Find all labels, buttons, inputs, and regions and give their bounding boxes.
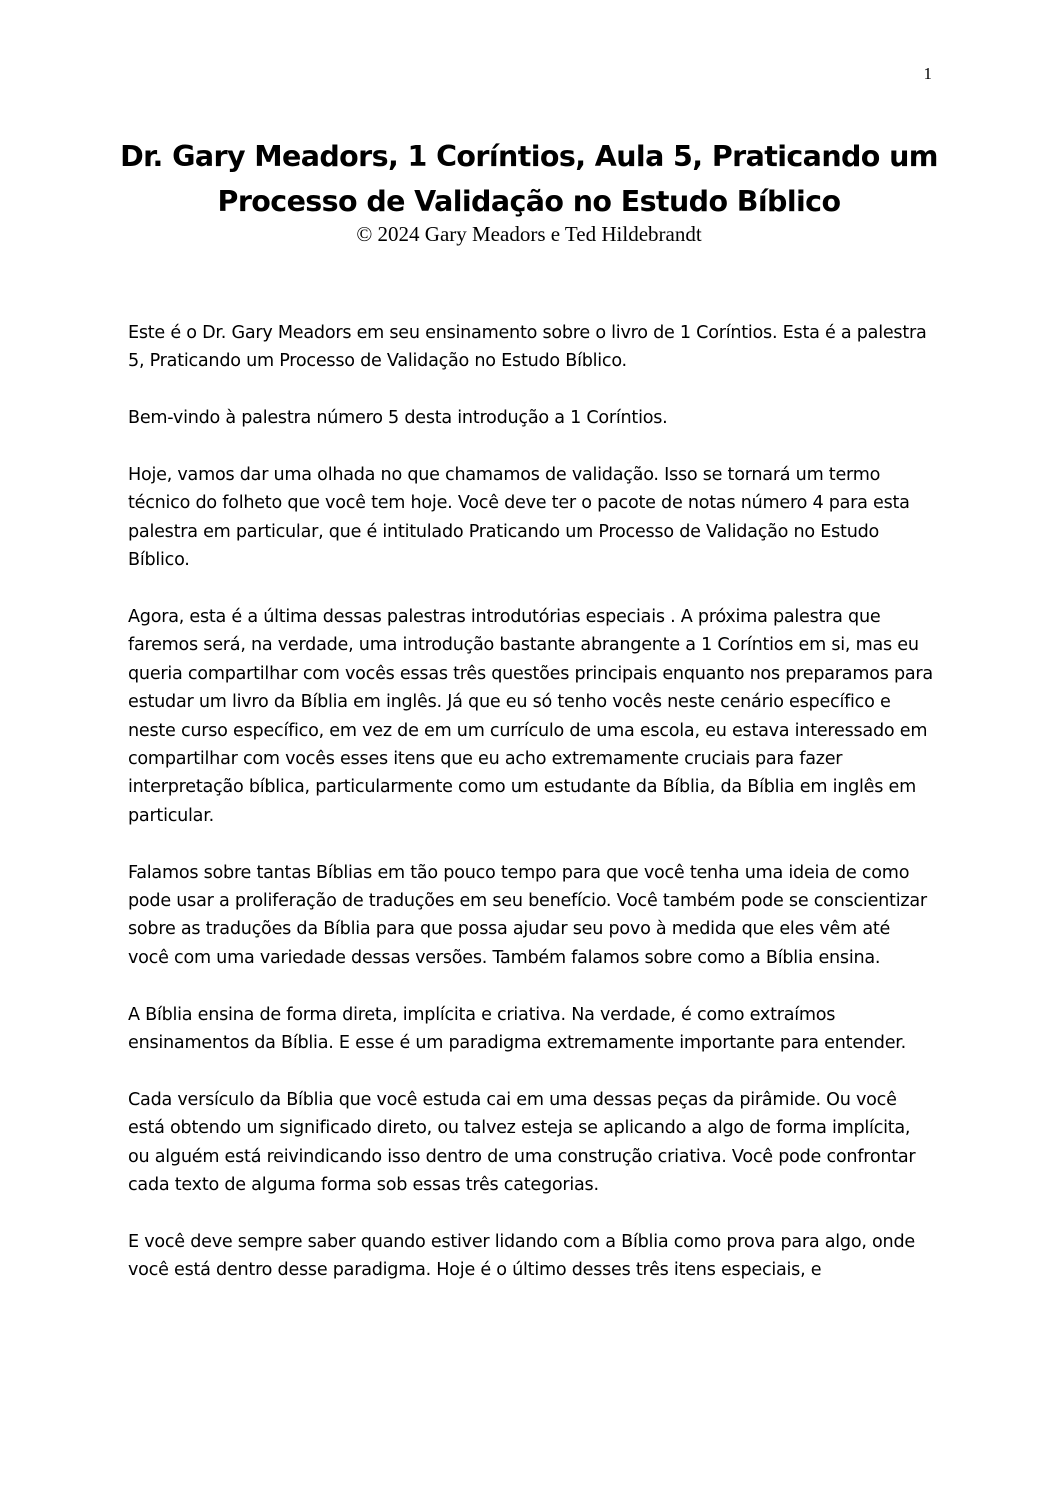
transcript-body <box>128 319 934 1313</box>
page-number: 1 <box>923 64 932 83</box>
title-block <box>110 134 948 246</box>
paragraph-paradigm: E você deve sempre saber quando estiver lidando com a Bíblia como prova para algo, onde você está dentro desse paradigma. Hoje é o último desses três itens especiais, e <box>128 1231 915 1281</box>
copyright-line: © 2024 Gary Meadors e Ted Hildebrandt <box>356 222 702 246</box>
paragraph-pyramid: Cada versículo da Bíblia que você estuda cai em uma dessas peças da pirâmide. Ou você está obtendo um significado direto, ou talvez esteja se aplicando a algo de forma implícita, ou alguém está reivindicando isso dentro de uma construção criativa. Você pode confrontar cada texto de alguma forma sob essas três categorias. <box>128 1089 916 1196</box>
paragraph-bibles: Falamos sobre tantas Bíblias em tão pouco tempo para que você tenha uma ideia de como pode usar a proliferação de traduções em seu benefício. Você também pode se conscientizar sobre as traduções da Bíblia para que possa ajudar seu povo à medida que eles vêm até você com uma variedade dessas versões. Também falamos sobre como a Bíblia ensina. <box>128 862 927 968</box>
document-title: Dr. Gary Meadors, 1 Coríntios, Aula 5, Praticando um Processo de Validação no Estudo Bíblico <box>120 140 938 218</box>
paragraph-bible-teaches: A Bíblia ensina de forma direta, implícita e criativa. Na verdade, é como extraímos ensinamentos da Bíblia. E esse é um paradigma extremamente importante para entender. <box>128 1004 906 1054</box>
paragraph-last-lecture: Agora, esta é a última dessas palestras introdutórias especiais . A próxima palestra que faremos será, na verdade, uma introdução bastante abrangente a 1 Coríntios em si, mas eu queria compartilhar com vocês essas três questões principais enquanto nos preparamos para estudar um livro da Bíblia em inglês. Já que eu só tenho vocês neste cenário específico e neste curso específico, em vez de em um currículo de uma escola, eu estava interessado em compartilhar com vocês esses itens que eu acho extremamente cruciais para fazer interpretação bíblica, particularmente como um estudante da Bíblia, da Bíblia em inglês em particular. <box>128 607 933 826</box>
paragraph-welcome: Bem-vindo à palestra número 5 desta introdução a 1 Coríntios. <box>128 408 668 429</box>
paragraph-validation: Hoje, vamos dar uma olhada no que chamamos de validação. Isso se tornará um termo técnico do folheto que você tem hoje. Você deve ter o pacote de notas número 4 para esta palestra em particular, que é intitulado Praticando um Processo de Validação no Estudo Bíblico. <box>128 465 910 571</box>
paragraph-introduction: Este é o Dr. Gary Meadors em seu ensinamento sobre o livro de 1 Coríntios. Esta é a palestra 5, Praticando um Processo de Validação no Estudo Bíblico. <box>128 323 927 372</box>
